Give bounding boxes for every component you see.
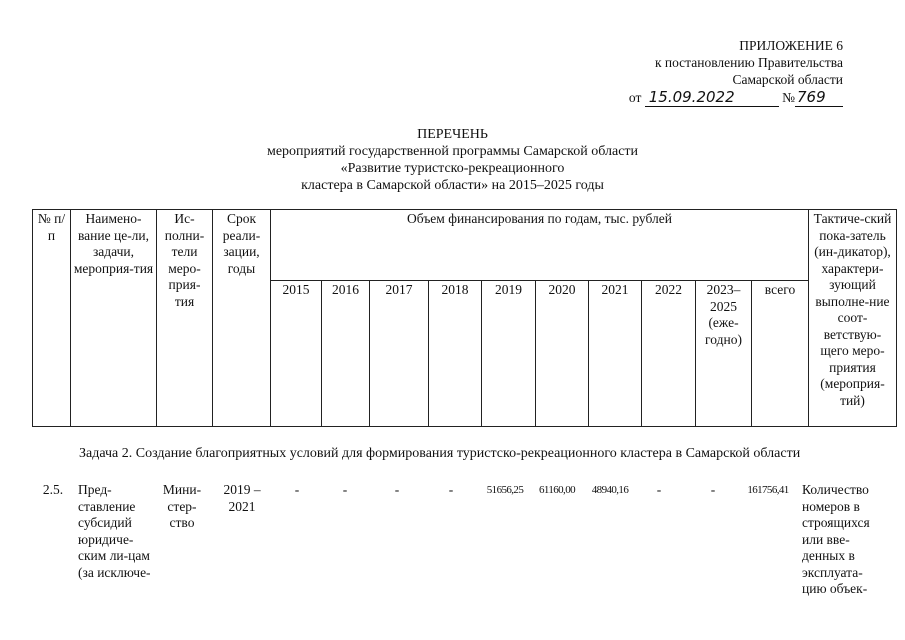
row-indicator: Количество номеров в строящихся или вве-денных в эксплуата-цию объек- bbox=[802, 482, 870, 596]
year-2018: 2018 bbox=[429, 281, 482, 427]
header-indicator: Тактиче-ский пока-затель (ин-дикатор), характери-зующий выполне-ние соот-ветствую-щего меро-приятия (мероприя-тий) bbox=[809, 210, 897, 427]
year-2016: 2016 bbox=[322, 281, 370, 427]
header-num: № п/п bbox=[33, 210, 71, 427]
header-name: Наимено-вание це-ли, задачи, мероприя-тия bbox=[71, 210, 157, 427]
year-2023-2025: 2023–2025 (еже-годно) bbox=[696, 281, 752, 427]
year-2021: 2021 bbox=[589, 281, 642, 427]
row-value-total: 161756,41 bbox=[747, 484, 789, 496]
row-value-2016: - bbox=[342, 482, 348, 497]
row-num: 2.5. bbox=[42, 482, 64, 497]
document-title bbox=[0, 126, 905, 194]
row-value-2021: 48940,16 bbox=[591, 484, 629, 496]
decree-number: 769 bbox=[795, 89, 843, 107]
row-executor: Мини-стер-ство bbox=[162, 482, 202, 530]
appendix-title: ПРИЛОЖЕНИЕ 6 bbox=[739, 38, 843, 53]
row-value-2019: 51656,25 bbox=[486, 484, 524, 496]
appendix-line2: к постановлению Правительства bbox=[654, 55, 843, 70]
year-2017: 2017 bbox=[370, 281, 429, 427]
header-executors: Ис-полни-тели меро-прия-тия bbox=[157, 210, 213, 427]
row-value-2020: 61160,00 bbox=[538, 484, 576, 496]
row-value-2022: - bbox=[656, 482, 662, 497]
year-2020: 2020 bbox=[536, 281, 589, 427]
header-financing: Объем финансирования по годам, тыс. рублей bbox=[271, 210, 809, 281]
title-line1: ПЕРЕЧЕНЬ bbox=[417, 127, 488, 142]
decree-line bbox=[629, 89, 843, 107]
title-line3: «Развитие туристско-рекреационного bbox=[340, 161, 565, 176]
year-total: всего bbox=[752, 281, 809, 427]
title-line4: кластера в Самарской области» на 2015–2025 годы bbox=[301, 178, 604, 193]
year-2015: 2015 bbox=[271, 281, 322, 427]
number-prefix: № bbox=[782, 90, 795, 105]
decree-date: 15.09.2022 bbox=[645, 89, 779, 107]
task-heading: Задача 2. Создание благоприятных условий для формирования туристско-рекреационного кластера в Самарской области bbox=[79, 446, 801, 461]
date-prefix: от bbox=[628, 90, 642, 105]
year-2019: 2019 bbox=[482, 281, 536, 427]
row-name: Пред-ставление субсидий юридиче-ским ли-цам (за исключе- bbox=[78, 482, 151, 580]
year-2022: 2022 bbox=[642, 281, 696, 427]
appendix-line3: Самарской области bbox=[732, 72, 843, 87]
row-value-2023-2025: - bbox=[710, 482, 716, 497]
row-period: 2019 – 2021 bbox=[223, 482, 261, 514]
header-period: Срок реали-зации, годы bbox=[213, 210, 271, 427]
title-line2: мероприятий государственной программы Самарской области bbox=[266, 144, 639, 159]
header-table bbox=[32, 209, 897, 427]
row-value-2017: - bbox=[394, 482, 400, 497]
row-value-2015: - bbox=[294, 482, 300, 497]
appendix-block bbox=[629, 37, 843, 107]
row-value-2018: - bbox=[448, 482, 454, 497]
